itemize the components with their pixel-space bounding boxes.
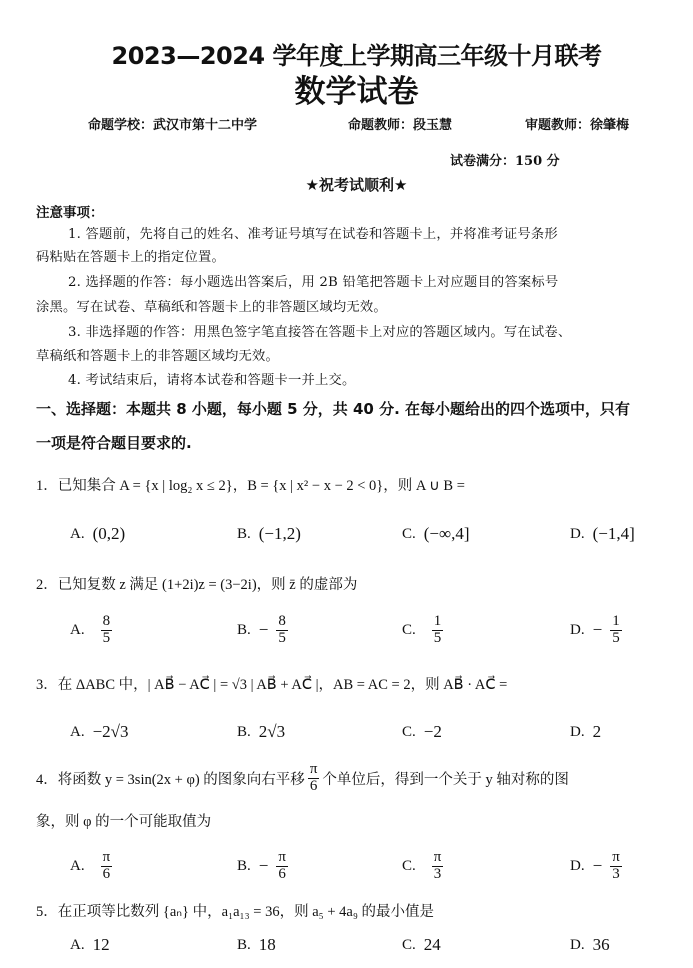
q1-option-c: C. (−∞,4] <box>402 524 470 543</box>
q1-option-a: A. (0,2) <box>70 524 126 543</box>
section-heading-cont: 一项是符合题目要求的. <box>36 434 192 452</box>
fraction: $\frac{1}{5}$ <box>612 613 620 646</box>
note-line: 4. 考试结束后，请将本试卷和答题卡一并上交。 <box>68 373 356 388</box>
q4-option-a: A. $\frac{\pi}{6}$ <box>70 849 111 882</box>
q2-option-c: C. $\frac{1}{5}$ <box>402 613 442 646</box>
q5-option-a: A. 12 <box>70 935 110 954</box>
q3-option-a: A. −2√3 <box>70 722 129 741</box>
section-heading: 一、选择题：本题共 8 小题，每小题 5 分，共 40 分. 在每小题给出的四个选项中，只有 <box>36 400 631 418</box>
fraction: $\frac{1}{5}$ <box>433 613 442 646</box>
reviewer-label: 审题教师：徐肇梅 <box>525 118 630 133</box>
fraction: $\frac{8}{5}$ <box>278 613 286 646</box>
note-line: 草稿纸和答题卡上的非答题区域均无效。 <box>36 349 279 364</box>
question-4: 4．将函数 y = 3sin(2x + φ) 的图象向右平移 $\frac{\pi}{6}$ 个单位后，得到一个关于 y 轴对称的图 <box>36 761 569 794</box>
q3-option-b: B. 2√3 <box>237 722 286 741</box>
q4-option-b: B. − $\frac{\pi}{6}$ <box>237 849 286 882</box>
q5-option-b: B. 18 <box>237 935 276 954</box>
question-3: 3．在 ΔABC 中，| AB⃗ − AC⃗ | = √3 | AB⃗ + AC⃗ |，AB = AC = 2，则 AB⃗ · AC⃗ = <box>36 677 508 693</box>
note-line: 涂黑。写在试卷、草稿纸和答题卡上的非答题区域均无效。 <box>36 300 387 315</box>
fraction: $\frac{\pi}{3}$ <box>433 849 442 882</box>
total-score: 试卷满分：150 分 <box>450 154 560 169</box>
q4-option-d: D. − $\frac{\pi}{3}$ <box>570 849 620 882</box>
good-luck-banner: ★祝考试顺利★ <box>305 176 408 194</box>
fraction: $\frac{\pi}{6}$ <box>102 849 111 882</box>
question-5: 5．在正项等比数列 {aₙ} 中，a₁a₁₃ = 36，则 a₅ + 4a₉ 的最小值是 <box>36 904 435 920</box>
note-line: 1. 答题前，先将自己的姓名、准考证号填写在试卷和答题卡上，并将准考证号条形 <box>68 227 558 242</box>
fraction: $\frac{\pi}{6}$ <box>309 761 318 794</box>
fraction: $\frac{8}{5}$ <box>102 613 111 646</box>
note-line: 3. 非选择题的作答：用黑色签字笔直接答在答题卡上对应的答题区域内。写在试卷、 <box>68 325 572 340</box>
exam-subject: 数学试卷 <box>294 74 419 110</box>
q2-option-b: B. − $\frac{8}{5}$ <box>237 613 286 646</box>
question-2: 2．已知复数 z 满足 (1+2i)z = (3−2i)，则 z̄ 的虚部为 <box>36 577 358 593</box>
q2-option-d: D. − $\frac{1}{5}$ <box>570 613 620 646</box>
author-label: 命题教师：段玉慧 <box>348 118 453 133</box>
fraction: $\frac{\pi}{6}$ <box>278 849 286 882</box>
q1-option-b: B. (−1,2) <box>237 524 301 543</box>
note-line: 码粘贴在答题卡上的指定位置。 <box>36 250 225 265</box>
q5-option-c: C. 24 <box>402 935 441 954</box>
fraction: $\frac{\pi}{3}$ <box>612 849 620 882</box>
question-1: 1．已知集合 A = {x | log₂ x ≤ 2}，B = {x | x² − x − 2 < 0}，则 A ∪ B = <box>36 478 465 494</box>
q3-option-c: C. −2 <box>402 722 442 741</box>
school-label: 命题学校：武汉市第十二中学 <box>88 118 258 133</box>
q2-option-a: A. $\frac{8}{5}$ <box>70 613 111 646</box>
exam-title: 2023—2024 学年度上学期高三年级十月联考 <box>111 42 602 70</box>
q4-option-c: C. $\frac{\pi}{3}$ <box>402 849 442 882</box>
question-4-cont: 象，则 φ 的一个可能取值为 <box>36 814 212 830</box>
notes-heading: 注意事项： <box>36 205 104 221</box>
q3-option-d: D. 2 <box>570 722 602 741</box>
note-line: 2. 选择题的作答：每小题选出答案后，用 2B 铅笔把答题卡上对应题目的答案标号 <box>68 275 559 290</box>
q1-option-d: D. (−1,4] <box>570 524 635 543</box>
q5-option-d: D. 36 <box>570 935 610 954</box>
